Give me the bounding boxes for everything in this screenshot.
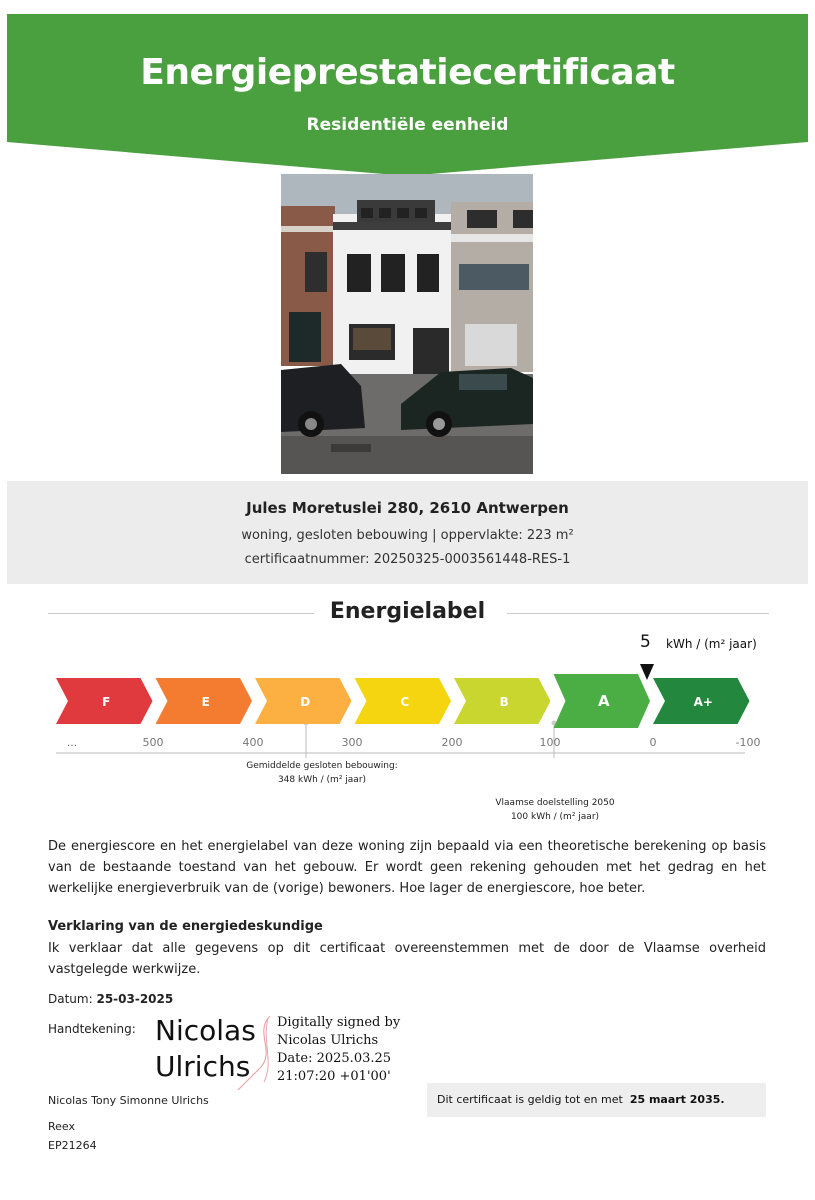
page-subtitle: Residentiële eenheid (306, 115, 509, 135)
page-title: Energieprestatiecertificaat (140, 52, 675, 93)
label-text-b: B (499, 695, 509, 709)
expert-id: EP21264 (48, 1139, 97, 1152)
average-note-value: 348 kWh / (m² jaar) (277, 775, 367, 785)
label-text-e: E (201, 695, 210, 709)
scale-tick-label: 400 (242, 736, 264, 749)
date-label: Datum: (48, 992, 93, 1006)
energy-score-unit: kWh / (m² jaar) (666, 637, 757, 651)
average-note-text: Gemiddelde gesloten bebouwing: (246, 761, 398, 771)
scale-tick-label: 500 (142, 736, 164, 749)
header-banner (7, 14, 808, 184)
goal-note-value: 100 kWh / (m² jaar) (510, 812, 600, 822)
scale-tick-label: 300 (341, 736, 363, 749)
digital-signature-line2: Nicolas Ulrichs (277, 1033, 379, 1048)
signature-last-name: Ulrichs (155, 1050, 251, 1083)
digital-signature-line4: 21:07:20 +01'00' (277, 1069, 391, 1084)
label-text-f: F (102, 695, 111, 709)
scale-tick-label: 0 (649, 736, 657, 749)
goal-note-text: Vlaamse doelstelling 2050 (495, 798, 615, 808)
average-note (236, 759, 408, 787)
certificate-number: certificaatnummer: 20250325-0003561448-RES-1 (244, 552, 571, 567)
validity-date: 25 maart 2035. (629, 1093, 725, 1106)
scale-tick-label: 200 (441, 736, 463, 749)
property-description: woning, gesloten bebouwing | oppervlakte: 223 m² (241, 528, 574, 543)
scale-tick-label: 100 (539, 736, 561, 749)
scale-tick-label: -100 (735, 736, 761, 749)
date-value: 25-03-2025 (96, 992, 174, 1006)
declaration-title: Verklaring van de energiedeskundige (48, 919, 323, 934)
date-row (48, 992, 173, 1006)
energy-scale (0, 660, 815, 760)
digital-signature (277, 1014, 400, 1086)
energy-label-heading: Energielabel (329, 599, 486, 624)
divider-right (507, 613, 769, 614)
label-text-aplus: A+ (693, 695, 713, 709)
house-photo (281, 174, 533, 474)
banner-shape (7, 14, 808, 184)
explanation-paragraph: De energiescore en het energielabel van deze woning zijn bepaald via een theoretische berekening op basis van de bestaande toestand van het gebouw. Er wordt geen rekening gehouden met het gedrag en het werkelijke energieverbruik van de (vorige) bewoners. Hoe lager de energiescore, hoe beter. (48, 839, 766, 896)
goal-note (484, 796, 626, 824)
validity-text: Dit certificaat is geldig tot en met (437, 1093, 623, 1106)
signature-label: Handtekening: (48, 1022, 136, 1036)
scale-tick-label: ... (66, 736, 78, 749)
address-panel (7, 481, 808, 584)
property-address: Jules Moretuslei 280, 2610 Antwerpen (246, 499, 569, 517)
signature-first-name: Nicolas (155, 1014, 256, 1047)
digital-signature-line3: Date: 2025.03.25 (277, 1051, 392, 1066)
company-name: Reex (48, 1120, 76, 1133)
declaration-text: Ik verklaar dat alle gegevens op dit certificaat overeenstemmen met de door de Vlaamse overheid vastgelegde werkwijze. (48, 941, 766, 977)
expert-name: Nicolas Tony Simonne Ulrichs (48, 1094, 209, 1107)
signature-stroke (234, 1012, 280, 1092)
label-text-c: C (400, 695, 410, 709)
label-text-d: D (300, 695, 311, 709)
label-text-a: A (597, 692, 610, 710)
validity-box (427, 1083, 766, 1117)
digital-signature-line1: Digitally signed by (277, 1015, 401, 1030)
energy-score-value: 5 (640, 632, 651, 652)
score-pointer-icon (640, 664, 654, 680)
